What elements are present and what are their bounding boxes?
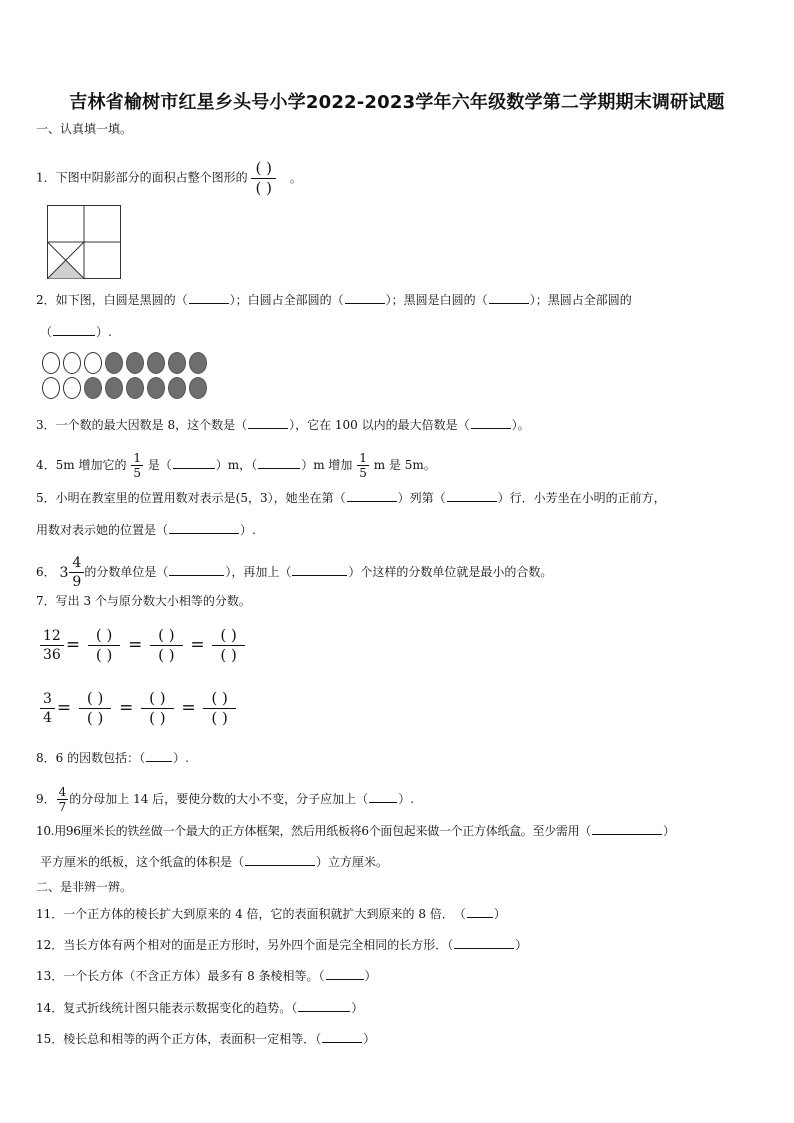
q10-number: 10.: [36, 824, 55, 838]
black-circle: [189, 352, 207, 374]
q3-number: 3．: [36, 418, 56, 432]
q10-text-b: ）: [663, 824, 675, 838]
q4-blank-1[interactable]: [173, 456, 215, 469]
question-11: [36, 905, 506, 922]
q7-answer-1c[interactable]: $\frac{( )}{( )}$: [207, 627, 251, 663]
q5-blank-2[interactable]: [447, 489, 497, 502]
q6-blank-1[interactable]: [169, 563, 224, 576]
white-circle: [84, 352, 102, 374]
q4-text-c: ）m，（: [215, 458, 258, 472]
black-circle: [126, 377, 144, 399]
q1-end: 。: [289, 170, 302, 185]
q2-text-d: ）；黑圆占全部圆的: [529, 293, 632, 307]
q13-text-b: ）: [364, 969, 377, 983]
q10-text-c: 平方厘米的纸板，这个纸盒的体积是（: [40, 855, 245, 869]
q6-number: 6．: [36, 565, 56, 579]
q4-text-d: ）m 增加: [301, 458, 353, 472]
q5-blank-1[interactable]: [347, 489, 397, 502]
q7-answer-2a[interactable]: $\frac{( )}{( )}$: [73, 690, 117, 726]
q9-text-b: ）.: [398, 792, 415, 806]
q3-text-c: ）。: [511, 418, 530, 432]
q2-blank-1[interactable]: [189, 291, 229, 304]
q15-text-a: 棱长总和相等的两个正方体，表面积一定相等．（: [63, 1032, 322, 1046]
black-circle: [189, 377, 207, 399]
black-circle: [105, 377, 123, 399]
q5-text-b: ）列第（: [397, 491, 446, 505]
q5-text-a: 小明在教室里的位置用数对表示是(5，3），她坐在第（: [55, 491, 346, 505]
q6-blank-2[interactable]: [292, 563, 347, 576]
q1-text: 下图中阴影部分的面积占整个图形的: [55, 170, 248, 185]
q2-blank-4[interactable]: [53, 323, 95, 336]
q2-blank-2[interactable]: [345, 291, 385, 304]
q9-text-a: 的分母加上 14 后，要使分数的大小不变，分子应加上（: [69, 792, 369, 806]
question-8: [36, 749, 189, 766]
white-circle: [63, 352, 81, 374]
white-circle: [42, 377, 60, 399]
q13-text-a: 一个长方体（不含正方体）最多有 8 条棱相等。（: [63, 969, 325, 983]
q11-text-b: ）: [493, 907, 506, 921]
q15-text-b: ）: [363, 1032, 376, 1046]
q10-text-a: 用96厘米长的铁丝做一个最大的正方体框架，然后用纸板将6个面包起来做一个正方体纸盒。至少需用（: [54, 824, 591, 838]
question-2-line2: [40, 323, 112, 340]
circles-row-1: [42, 352, 207, 374]
question-5: [36, 489, 666, 506]
q15-number: 15．: [36, 1032, 64, 1046]
black-circle: [147, 377, 165, 399]
q7-given-fraction-1: $\frac{12}{36}$: [40, 629, 64, 662]
q7-equation-2: $\frac{3}{4}$ = $\frac{( )}{( )}$ = $\frac{( )}{( )}$ = $\frac{( )}{( )}$: [40, 690, 242, 726]
black-circle: [105, 352, 123, 374]
q14-text-b: ）: [351, 1001, 364, 1015]
q1-number: 1．: [36, 170, 56, 185]
q8-text-b: ）.: [173, 751, 189, 765]
question-6: [36, 556, 552, 589]
q12-blank[interactable]: [454, 936, 514, 949]
q3-text-a: 一个数的最大因数是 8，这个数是（: [55, 418, 248, 432]
q12-text-a: 当长方体有两个相对的面是正方形时，另外四个面是完全相同的长方形．（: [63, 938, 454, 952]
q6-text-c: ）个这样的分数单位就是最小的合数。: [348, 565, 553, 579]
q4-fraction: $\frac{1}{5}$: [133, 451, 141, 480]
q14-number: 14．: [36, 1001, 64, 1015]
q7-answer-2c[interactable]: $\frac{( )}{( )}$: [198, 690, 242, 726]
question-3: [36, 416, 530, 433]
q7-answer-1a[interactable]: $\frac{( )}{( )}$: [82, 627, 126, 663]
question-7: [36, 593, 251, 609]
q10-blank-2[interactable]: [245, 853, 315, 866]
q11-blank[interactable]: [467, 905, 493, 918]
q7-answer-1b[interactable]: $\frac{( )}{( )}$: [144, 627, 188, 663]
question-13: [36, 967, 377, 984]
q9-number: 9．: [36, 792, 56, 806]
q10-text-d: ）立方厘米。: [316, 855, 389, 869]
q8-number: 8．: [36, 751, 56, 765]
q7-text: 写出 3 个与原分数大小相等的分数。: [55, 594, 251, 608]
q8-text-a: 6 的因数包括：（: [55, 751, 146, 765]
q5-blank-3[interactable]: [169, 521, 239, 534]
section-1-heading: 一、认真填一填。: [36, 122, 133, 136]
q6-text-a: 的分数单位是（: [84, 565, 169, 579]
q2-blank-3[interactable]: [489, 291, 529, 304]
q4-text-e: m 是 5m。: [373, 458, 436, 472]
q10-blank-1[interactable]: [592, 822, 662, 835]
q5-text-d: 用数对表示她的位置是（: [36, 523, 169, 537]
question-9: [36, 786, 414, 813]
circles-row-2: [42, 377, 207, 399]
q4-number: 4．: [36, 458, 56, 472]
q9-blank-1[interactable]: [369, 790, 397, 803]
q4-blank-2[interactable]: [258, 456, 300, 469]
q1-answer-fraction[interactable]: $\frac{( )}{( )}$: [251, 160, 275, 196]
q12-text-b: ）: [515, 938, 528, 952]
q7-number: 7．: [36, 594, 56, 608]
question-10: [36, 822, 675, 839]
question-2: [36, 291, 632, 308]
q3-blank-1[interactable]: [248, 416, 288, 429]
question-10-line2: [40, 853, 388, 870]
q8-blank-1[interactable]: [146, 749, 172, 762]
white-circle: [63, 377, 81, 399]
question-1: [36, 160, 302, 196]
q6-mixed-number: 3 4 9: [59, 556, 84, 589]
question-5-line2: [36, 521, 256, 538]
q2-text-b: ）；白圆占全部圆的（: [229, 293, 344, 307]
page-title: 吉林省榆树市红星乡头号小学2022-2023学年六年级数学第二学期期末调研试题: [69, 92, 725, 113]
q7-equation-1: $\frac{12}{36}$ = $\frac{( )}{( )}$ = $\frac{( )}{( )}$ = $\frac{( )}{( )}$: [40, 627, 251, 663]
q5-text-e: ）.: [240, 523, 256, 537]
q2-number: 2．: [36, 293, 56, 307]
black-circle: [126, 352, 144, 374]
black-circle: [168, 352, 186, 374]
black-circle: [168, 377, 186, 399]
q13-blank[interactable]: [326, 967, 364, 980]
question-15: [36, 1030, 375, 1047]
black-circle: [84, 377, 102, 399]
q7-given-fraction-2: $\frac{3}{4}$: [40, 692, 55, 725]
q14-text-a: 复式折线统计图只能表示数据变化的趋势。（: [63, 1001, 298, 1015]
q4-text-b: 是（: [147, 458, 172, 472]
q11-number: 11．: [36, 907, 64, 921]
q13-number: 13．: [36, 969, 64, 983]
q4-fraction-2: $\frac{1}{5}$: [359, 451, 367, 480]
q15-blank[interactable]: [322, 1030, 362, 1043]
q11-text-a: 一个正方体的棱长扩大到原来的 4 倍，它的表面积就扩大到原来的 8 倍． （: [63, 907, 466, 921]
q2-text-a: 如下图，白圆是黑圆的（: [55, 293, 188, 307]
black-circle: [147, 352, 165, 374]
q14-blank[interactable]: [298, 999, 350, 1012]
q7-answer-2b[interactable]: $\frac{( )}{( )}$: [135, 690, 179, 726]
question-12: [36, 936, 527, 953]
q5-number: 5．: [36, 491, 56, 505]
q4-text-a: 5m 增加它的: [55, 458, 127, 472]
q9-fraction: $\frac{4}{7}$: [58, 785, 67, 814]
q2-text-c: ）；黑圆是白圆的（: [385, 293, 488, 307]
section-2-heading: 二、是非辨一辨。: [36, 880, 133, 894]
q1-grid-figure: [47, 205, 122, 280]
q5-text-c: ）行．小芳坐在小明的正前方，: [497, 491, 666, 505]
q6-text-b: ），再加上（: [225, 565, 292, 579]
q2-text-e: （: [40, 325, 53, 339]
white-circle: [42, 352, 60, 374]
question-4: [36, 452, 436, 479]
q2-text-f: ）.: [96, 325, 112, 339]
q3-text-b: ），它在 100 以内的最大倍数是（: [289, 418, 470, 432]
q3-blank-2[interactable]: [471, 416, 511, 429]
question-14: [36, 999, 363, 1016]
q12-number: 12．: [36, 938, 64, 952]
